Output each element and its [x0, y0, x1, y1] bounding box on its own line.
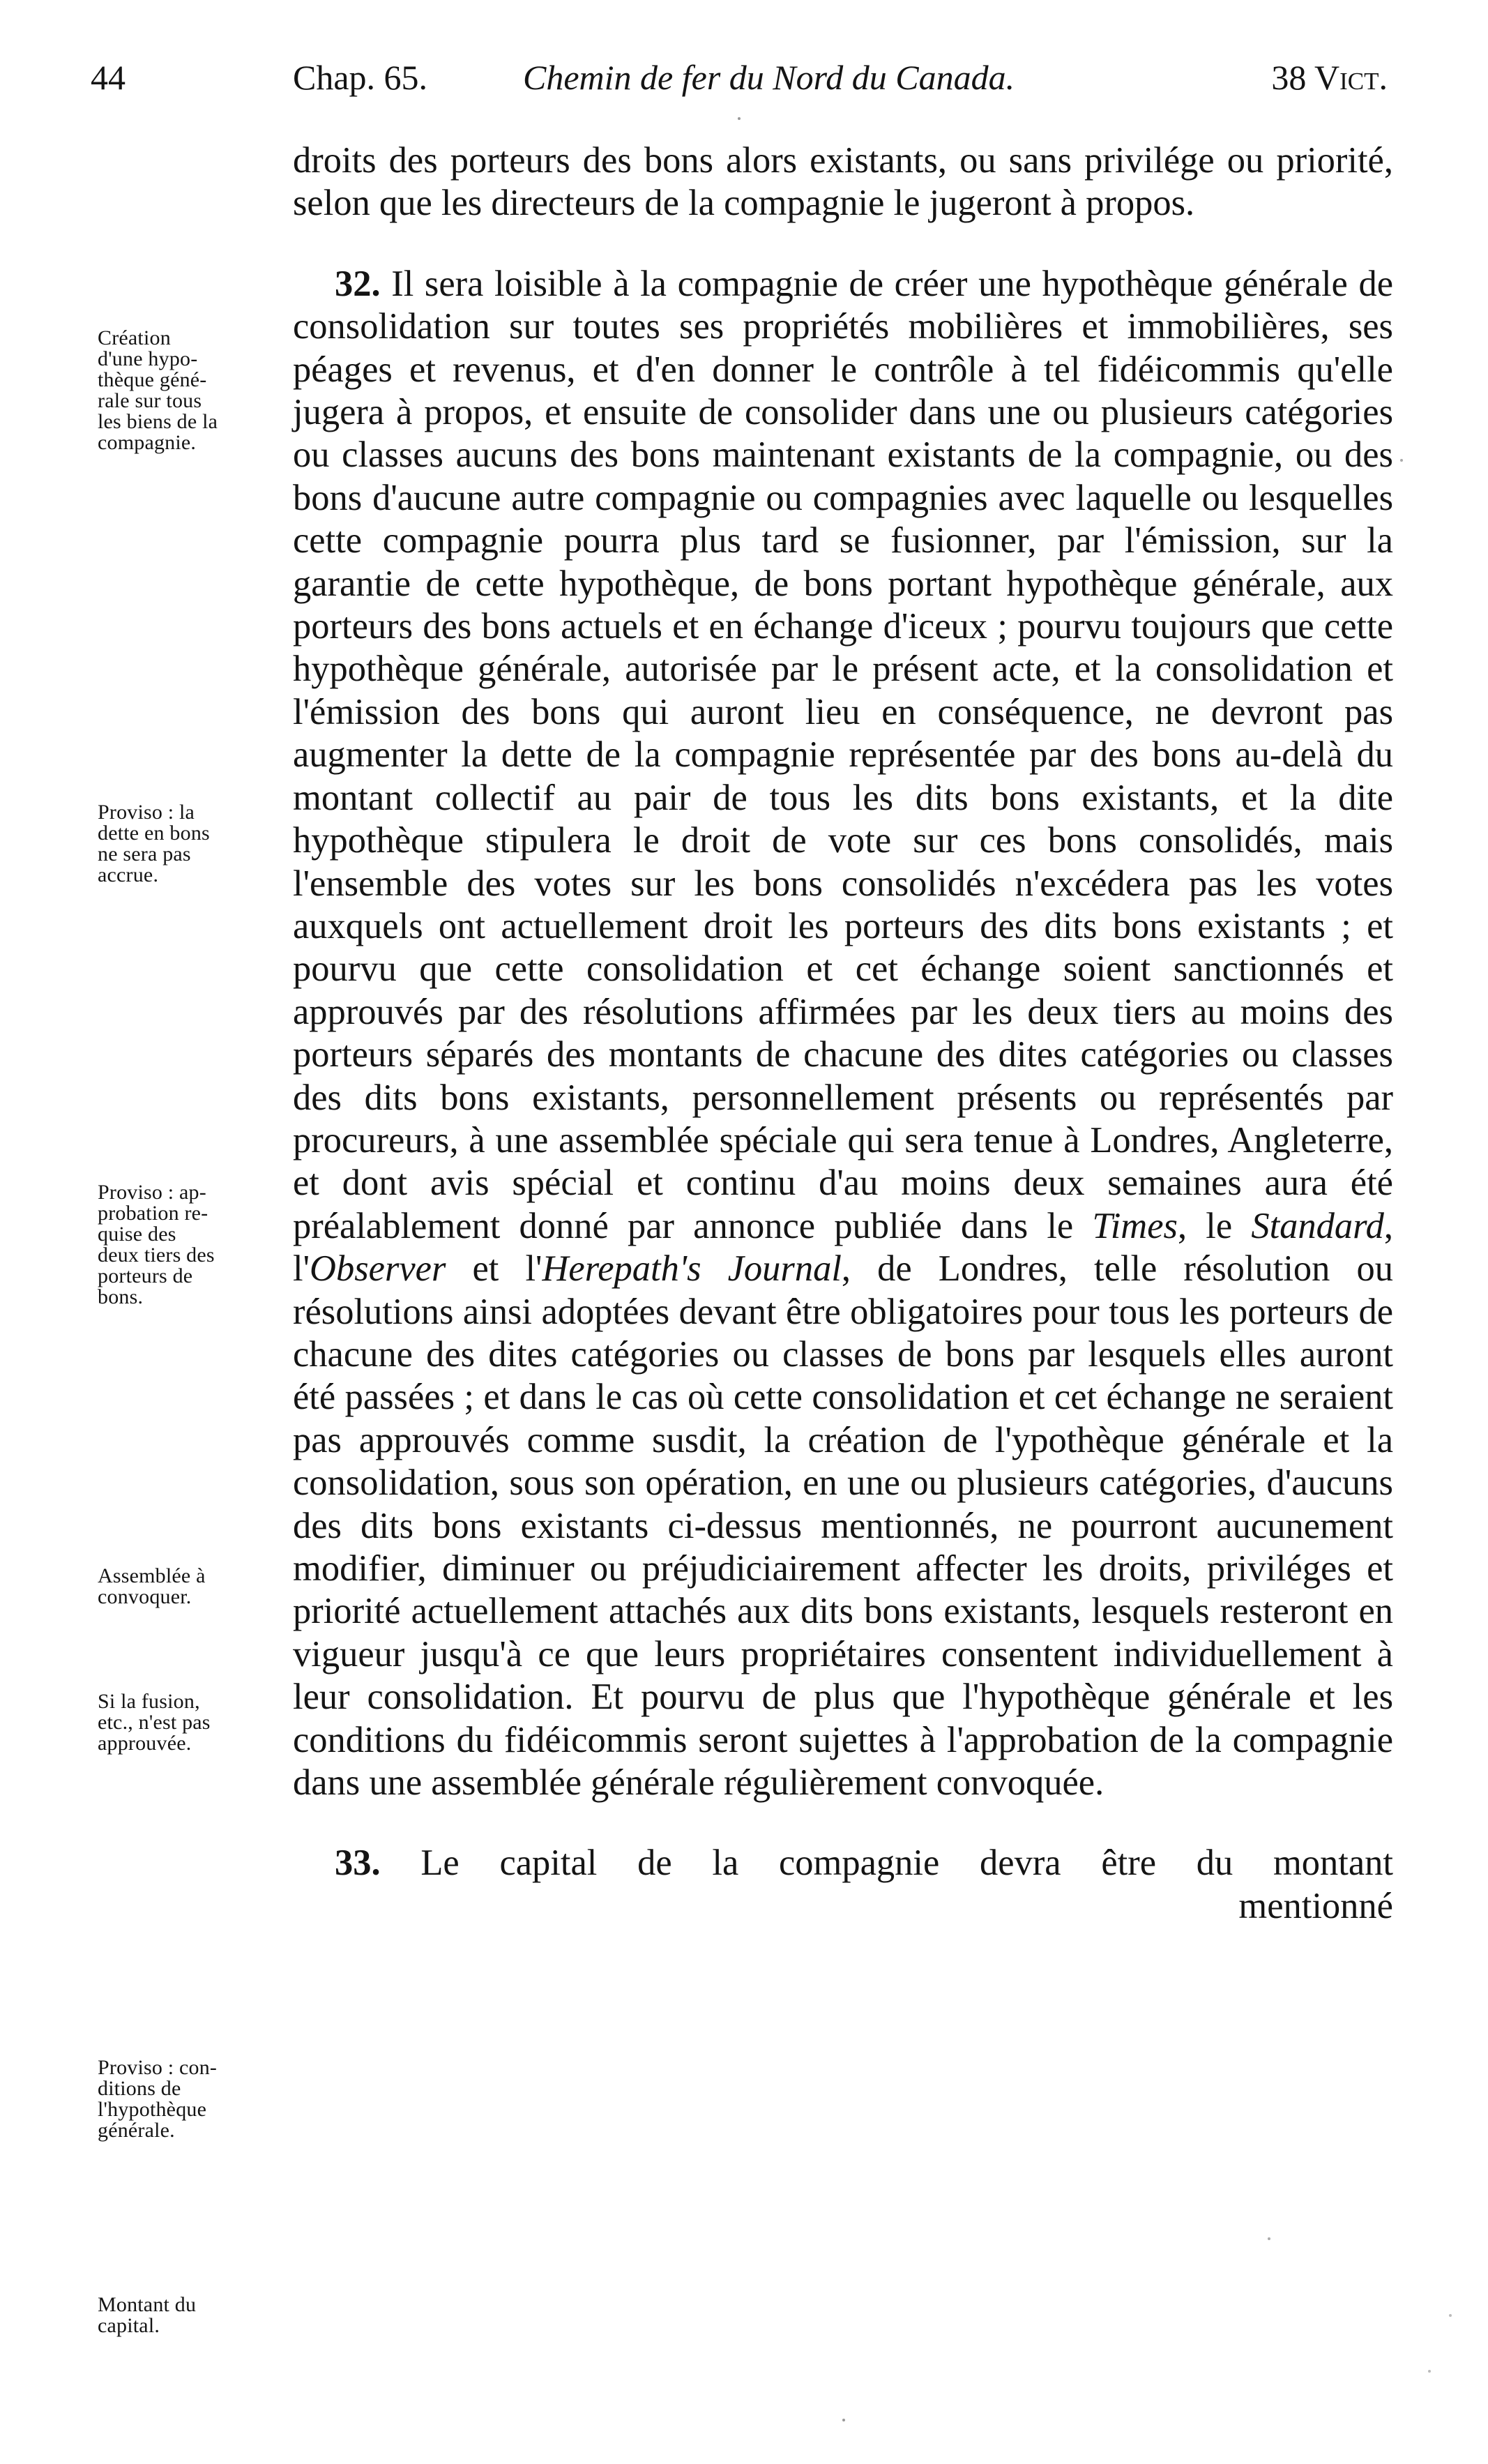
- section-33-text: Le capital de la compagnie devra être du montant: [420, 1843, 1394, 1884]
- running-header: [91, 57, 1388, 106]
- section-gap: [293, 1804, 1393, 1842]
- margin-note-fusion: Si la fusion, etc., n'est pas approuvée.: [98, 1690, 211, 1755]
- speck: [1428, 2370, 1431, 2373]
- section-32-sep3: et l': [446, 1248, 542, 1290]
- body-text: [293, 139, 1393, 1928]
- margin-note-assemblee: Assemblée à convoquer.: [98, 1564, 206, 1608]
- speck: [1400, 459, 1403, 462]
- margin-note-proviso-dette: Proviso : la dette en bons ne sera pas accrue.: [98, 801, 210, 886]
- section-gap: [293, 225, 1393, 263]
- regnal-year: 38 Vict.: [1271, 58, 1388, 97]
- newspaper-standard: Standard: [1251, 1205, 1384, 1246]
- margin-note-creation: Création d'une hypo- thèque géné- rale sur tous les biens de la compagnie.: [98, 326, 218, 454]
- newspaper-times: Times: [1092, 1205, 1178, 1246]
- chapter-label: Chap. 65.: [293, 58, 428, 97]
- section-number-33: 33.: [335, 1843, 381, 1884]
- newspaper-herepath: Herepath's Journal: [542, 1248, 842, 1290]
- speck: [842, 2419, 845, 2421]
- speck: [738, 117, 741, 120]
- margin-note-proviso-conditions: Proviso : con- ditions de l'hypothèque générale.: [98, 2056, 218, 2142]
- speck: [1449, 2314, 1452, 2317]
- section-32-text-a: Il sera loisible à la compagnie de créer une hypothèque générale de consolidation sur toutes ses propriétés mobilières et immobilières, ses péages et revenus, et d'en donner le contrôle à tel fidéicommis qu'elle jugera à propos, et ensuite de consolider dans une ou plusieurs catégories ou classes aucuns des bons maintenant existants de la compagnie, ou des bons d'aucune autre compagnie ou compagnies avec laquelle ou lesquelles cette compagnie pourra plus tard se fusionner, par l'émission, sur la garantie de cette hypothèque, de bons portant hypothèque générale, aux porteurs des bons actuels et en échange d'iceux ; pourvu toujours que cette hypothèque générale, autorisée par le présent acte, et la consolidation et l'émission des bons qui auront lieu en conséquence, ne devront pas augmenter la dette de la compagnie représentée par des bons au-delà du montant collectif au pair de tous les dits bons existants, et la dite hypothèque stipulera le droit de vote sur ces bons consolidés, mais l'ensemble des votes sur les bons consolidés n'excédera pas les votes auxquels ont actuellement droit les porteurs des dits bons existants ; et pourvu que cette consolidation et cet échange soient sanctionnés et approuvés par des résolutions affirmées par les deux tiers au moins des porteurs séparés des montants de chacune des dites catégories ou classes des dits bons existants, personnellement présents ou représentés par procureurs, à une assemblée spéciale qui sera tenue à Londres, Angleterre, et dont avis spécial et continu d'au moins deux semaines aura été préalablement donné par annonce publiée dans le: [293, 263, 1394, 1246]
- margin-note-capital: Montant du capital.: [98, 2293, 197, 2337]
- section-32-sep2: , l': [293, 1205, 1394, 1290]
- section-32: [293, 263, 1393, 1805]
- continuation-paragraph: droits des porteurs des bons alors existants, ou sans privilége ou priorité, selon que les directeurs de la compagnie le jugeront à propos.: [293, 140, 1393, 224]
- newspaper-observer: Observer: [310, 1248, 446, 1290]
- act-title: Chemin de fer du Nord du Canada.: [523, 58, 1015, 97]
- page-number: 44: [91, 58, 126, 97]
- margin-note-proviso-approbation: Proviso : ap- probation re- quise des deux tiers des porteurs de bons.: [98, 1181, 215, 1308]
- speck: [1268, 2237, 1270, 2240]
- section-number-32: 32.: [335, 263, 381, 304]
- section-32-sep1: , le: [1177, 1205, 1233, 1246]
- catchword: mentionné: [1238, 1885, 1393, 1926]
- section-33: [293, 1842, 1393, 1884]
- section-32-text-b: , de Londres, telle résolution ou résolutions ainsi adoptées devant être obligatoires pour tous les porteurs de chacune des dites catégories ou classes de bons par lesquels elles auront été passées ; et dans le cas où cette consolidation et cet échange ne seraient pas approuvés comme susdit, la création de l'ypothèque générale et la consolidation, sous son opération, en une ou plusieurs catégories, d'aucuns des dits bons existants ci-dessus mentionnés, ne pourront aucunement modifier, diminuer ou préjudiciairement affecter les droits, priviléges et priorité actuellement attachés aux dits bons existants, lesquels resteront en vigueur jusqu'à ce que leurs propriétaires consentent individuellement à leur consolidation. Et pourvu de plus que l'hypothèque générale et les conditions du fidéicommis seront sujettes à l'approbation de la compagnie dans une assemblée générale régulièrement convoquée.: [293, 1248, 1393, 1804]
